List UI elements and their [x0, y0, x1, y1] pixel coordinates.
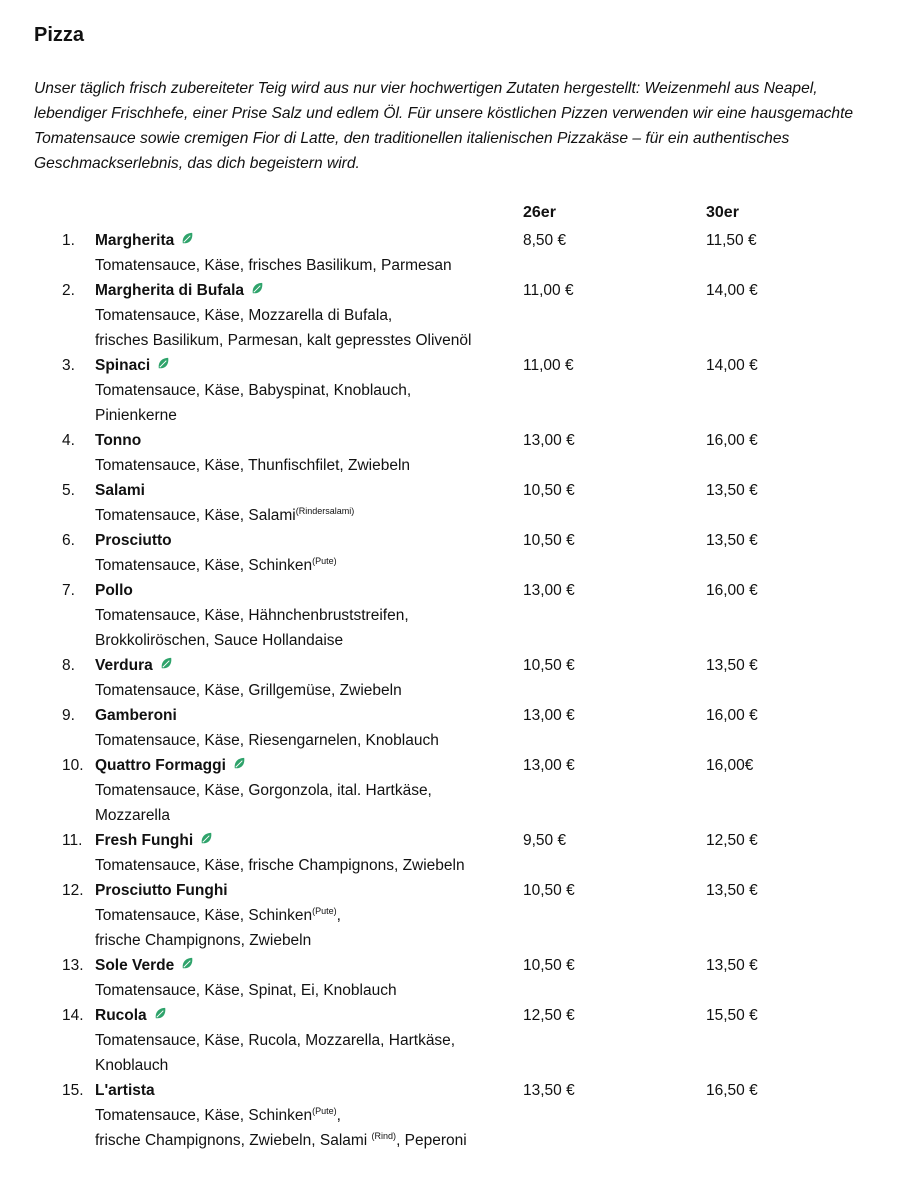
- leaf-icon: [199, 829, 214, 844]
- item-description: [95, 478, 515, 528]
- menu-item: [0, 703, 900, 753]
- ingredients-text: Tomatensauce, Käse, frisches Basilikum, Parmesan: [95, 257, 452, 274]
- item-number: 14.: [62, 1007, 84, 1024]
- leaf-icon: [180, 954, 195, 969]
- menu-item: [0, 278, 900, 353]
- ingredients-line: [95, 928, 515, 953]
- ingredients-line: [95, 1128, 515, 1153]
- price-30er: 14,00 €: [706, 282, 758, 299]
- item-description: [95, 1078, 515, 1153]
- price-26er: 13,50 €: [523, 1082, 575, 1099]
- ingredients-line: [95, 378, 515, 403]
- menu-item: [0, 528, 900, 578]
- ingredient-note: (Pute): [312, 555, 337, 566]
- ingredients-line: [95, 1053, 515, 1078]
- ingredients-line: [95, 1028, 515, 1053]
- item-number: 12.: [62, 882, 84, 899]
- item-name-line: [95, 228, 515, 253]
- item-name-line: [95, 703, 515, 728]
- item-name-line: [95, 428, 515, 453]
- ingredients-text: ,: [336, 1107, 341, 1124]
- price-26er: 10,50 €: [523, 957, 575, 974]
- ingredients-line: [95, 253, 515, 278]
- item-description: [95, 428, 515, 478]
- ingredients-text: Mozzarella: [95, 807, 170, 824]
- price-26er: 11,00 €: [523, 357, 574, 374]
- item-name: Tonno: [95, 432, 142, 449]
- price-26er: 8,50 €: [523, 232, 567, 249]
- item-name: Margherita di Bufala: [95, 282, 244, 299]
- ingredients-text: Tomatensauce, Käse, Schinken: [95, 1107, 313, 1124]
- item-description: [95, 753, 515, 828]
- ingredients-text: frisches Basilikum, Parmesan, kalt gepresstes Olivenöl: [95, 332, 472, 349]
- price-26er: 12,50 €: [523, 1007, 575, 1024]
- ingredients-text: Tomatensauce, Käse, Babyspinat, Knoblauch,: [95, 382, 412, 399]
- ingredients-line: [95, 728, 515, 753]
- price-30er: 16,00 €: [706, 432, 758, 449]
- ingredients-text: Pinienkerne: [95, 407, 177, 424]
- intro-text: Unser täglich frisch zubereiteter Teig wird aus nur vier hochwertigen Zutaten hergestellt: Weizenmehl aus Neapel, lebendiger Frischhefe, einer Prise Salz und edlem Öl. Für unsere köstlichen Pizzen verwenden wir eine hausgemachte Tomatensauce sowie cremigen Fior di Latte, den traditionellen italienischen Pizzakäse – für ein authentisches Geschmackserlebnis, das dich begeistern wird.: [34, 80, 854, 172]
- item-description: [95, 1003, 515, 1078]
- price-30er: 12,50 €: [706, 832, 758, 849]
- menu-item: [0, 828, 900, 878]
- item-name: Fresh Funghi: [95, 832, 194, 849]
- price-26er: 10,50 €: [523, 482, 575, 499]
- menu-item: [0, 878, 900, 953]
- menu-item: [0, 228, 900, 278]
- item-number: 3.: [62, 357, 75, 374]
- price-26er: 13,00 €: [523, 757, 575, 774]
- item-number: 6.: [62, 532, 75, 549]
- item-name: Sole Verde: [95, 957, 175, 974]
- item-number: 7.: [62, 582, 75, 599]
- price-26er: 10,50 €: [523, 882, 575, 899]
- price-26er: 13,00 €: [523, 582, 575, 599]
- ingredient-note: (Rind): [371, 1130, 397, 1141]
- price-30er: 13,50 €: [706, 957, 758, 974]
- ingredients-text: frische Champignons, Zwiebeln: [95, 932, 312, 949]
- menu-item: [0, 353, 900, 428]
- price-30er: 16,00 €: [706, 707, 758, 724]
- page-title: Pizza: [34, 24, 85, 46]
- item-number: 1.: [62, 232, 75, 249]
- leaf-icon: [250, 279, 265, 294]
- price-30er: 11,50 €: [706, 232, 757, 249]
- item-number: 9.: [62, 707, 75, 724]
- ingredients-line: [95, 903, 515, 928]
- ingredients-text: Tomatensauce, Käse, Salami: [95, 507, 296, 524]
- item-name-line: [95, 278, 515, 303]
- item-name: L'artista: [95, 1082, 155, 1099]
- ingredients-line: [95, 453, 515, 478]
- item-name: Prosciutto: [95, 532, 172, 549]
- ingredients-text: Tomatensauce, Käse, Schinken: [95, 557, 313, 574]
- leaf-icon: [232, 754, 247, 769]
- menu-item: [0, 753, 900, 828]
- ingredients-text: Brokkoliröschen, Sauce Hollandaise: [95, 632, 344, 649]
- ingredients-text: Tomatensauce, Käse, Rucola, Mozzarella, Hartkäse,: [95, 1032, 456, 1049]
- item-description: [95, 353, 515, 428]
- item-name: Prosciutto Funghi: [95, 882, 228, 899]
- ingredients-text: Tomatensauce, Käse, Gorgonzola, ital. Hartkäse,: [95, 782, 432, 799]
- ingredients-line: [95, 1103, 515, 1128]
- item-name: Gamberoni: [95, 707, 177, 724]
- menu-item: [0, 428, 900, 478]
- item-number: 15.: [62, 1082, 84, 1099]
- pizza-menu-list: [0, 228, 900, 1153]
- leaf-icon: [180, 229, 195, 244]
- price-30er: 15,50 €: [706, 1007, 758, 1024]
- ingredients-line: [95, 603, 515, 628]
- menu-item: [0, 1078, 900, 1153]
- item-name-line: [95, 828, 515, 853]
- leaf-icon: [159, 654, 174, 669]
- item-name-line: [95, 953, 515, 978]
- price-26er: 9,50 €: [523, 832, 567, 849]
- price-26er: 10,50 €: [523, 657, 575, 674]
- item-number: 8.: [62, 657, 75, 674]
- ingredients-line: [95, 503, 515, 528]
- item-description: [95, 703, 515, 753]
- ingredients-text: ,: [336, 907, 341, 924]
- ingredients-line: [95, 628, 515, 653]
- ingredients-line: [95, 403, 515, 428]
- price-30er: 13,50 €: [706, 657, 758, 674]
- item-name: Salami: [95, 482, 145, 499]
- ingredients-line: [95, 778, 515, 803]
- item-description: [95, 828, 515, 878]
- price-26er: 13,00 €: [523, 707, 575, 724]
- price-26er: 10,50 €: [523, 532, 575, 549]
- item-description: [95, 878, 515, 953]
- item-name: Rucola: [95, 1007, 147, 1024]
- ingredients-line: [95, 328, 515, 353]
- item-description: [95, 653, 515, 703]
- price-30er: 13,50 €: [706, 482, 758, 499]
- price-30er: 13,50 €: [706, 532, 758, 549]
- ingredients-line: [95, 303, 515, 328]
- price-30er: 13,50 €: [706, 882, 758, 899]
- item-name-line: [95, 653, 515, 678]
- item-name-line: [95, 878, 515, 903]
- menu-item: [0, 953, 900, 1003]
- ingredients-text: Knoblauch: [95, 1057, 169, 1074]
- leaf-icon: [156, 354, 171, 369]
- item-name: Margherita: [95, 232, 175, 249]
- item-number: 11.: [62, 832, 83, 849]
- price-30er: 14,00 €: [706, 357, 758, 374]
- item-name-line: [95, 528, 515, 553]
- price-30er: 16,00€: [706, 757, 754, 774]
- item-name: Verdura: [95, 657, 153, 674]
- ingredients-text: Tomatensauce, Käse, Spinat, Ei, Knoblauch: [95, 982, 397, 999]
- menu-item: [0, 578, 900, 653]
- item-name-line: [95, 578, 515, 603]
- ingredients-text: Tomatensauce, Käse, Mozzarella di Bufala,: [95, 307, 393, 324]
- menu-item: [0, 478, 900, 528]
- ingredients-text: Tomatensauce, Käse, frische Champignons, Zwiebeln: [95, 857, 465, 874]
- item-name-line: [95, 1003, 515, 1028]
- price-26er: 11,00 €: [523, 282, 574, 299]
- ingredients-text: Tomatensauce, Käse, Thunfischfilet, Zwiebeln: [95, 457, 411, 474]
- menu-item: [0, 1003, 900, 1078]
- ingredients-line: [95, 803, 515, 828]
- ingredient-note: (Pute): [312, 905, 337, 916]
- ingredients-text: Tomatensauce, Käse, Schinken: [95, 907, 313, 924]
- item-description: [95, 278, 515, 353]
- ingredients-text: Tomatensauce, Käse, Hähnchenbruststreifen,: [95, 607, 409, 624]
- price-26er: 13,00 €: [523, 432, 575, 449]
- ingredients-text: , Peperoni: [396, 1132, 467, 1149]
- ingredients-text: Tomatensauce, Käse, Riesengarnelen, Knoblauch: [95, 732, 439, 749]
- ingredients-text: Tomatensauce, Käse, Grillgemüse, Zwiebeln: [95, 682, 402, 699]
- column-header-26er: 26er: [523, 204, 556, 221]
- item-name: Quattro Formaggi: [95, 757, 226, 774]
- item-name: Spinaci: [95, 357, 151, 374]
- item-number: 4.: [62, 432, 75, 449]
- item-name-line: [95, 353, 515, 378]
- ingredient-note: (Rindersalami): [295, 505, 355, 516]
- menu-item: [0, 653, 900, 703]
- column-header-30er: 30er: [706, 204, 739, 221]
- leaf-icon: [153, 1004, 168, 1019]
- ingredients-text: frische Champignons, Zwiebeln, Salami: [95, 1132, 372, 1149]
- item-name-line: [95, 478, 515, 503]
- item-number: 10.: [62, 757, 84, 774]
- ingredients-line: [95, 553, 515, 578]
- item-name: Pollo: [95, 582, 133, 599]
- ingredients-line: [95, 853, 515, 878]
- ingredients-line: [95, 978, 515, 1003]
- item-description: [95, 228, 515, 278]
- ingredients-line: [95, 678, 515, 703]
- item-number: 5.: [62, 482, 75, 499]
- item-number: 2.: [62, 282, 75, 299]
- item-name-line: [95, 1078, 515, 1103]
- price-30er: 16,00 €: [706, 582, 758, 599]
- item-number: 13.: [62, 957, 84, 974]
- price-30er: 16,50 €: [706, 1082, 758, 1099]
- ingredient-note: (Pute): [312, 1105, 337, 1116]
- item-description: [95, 578, 515, 653]
- item-description: [95, 528, 515, 578]
- item-name-line: [95, 753, 515, 778]
- item-description: [95, 953, 515, 1003]
